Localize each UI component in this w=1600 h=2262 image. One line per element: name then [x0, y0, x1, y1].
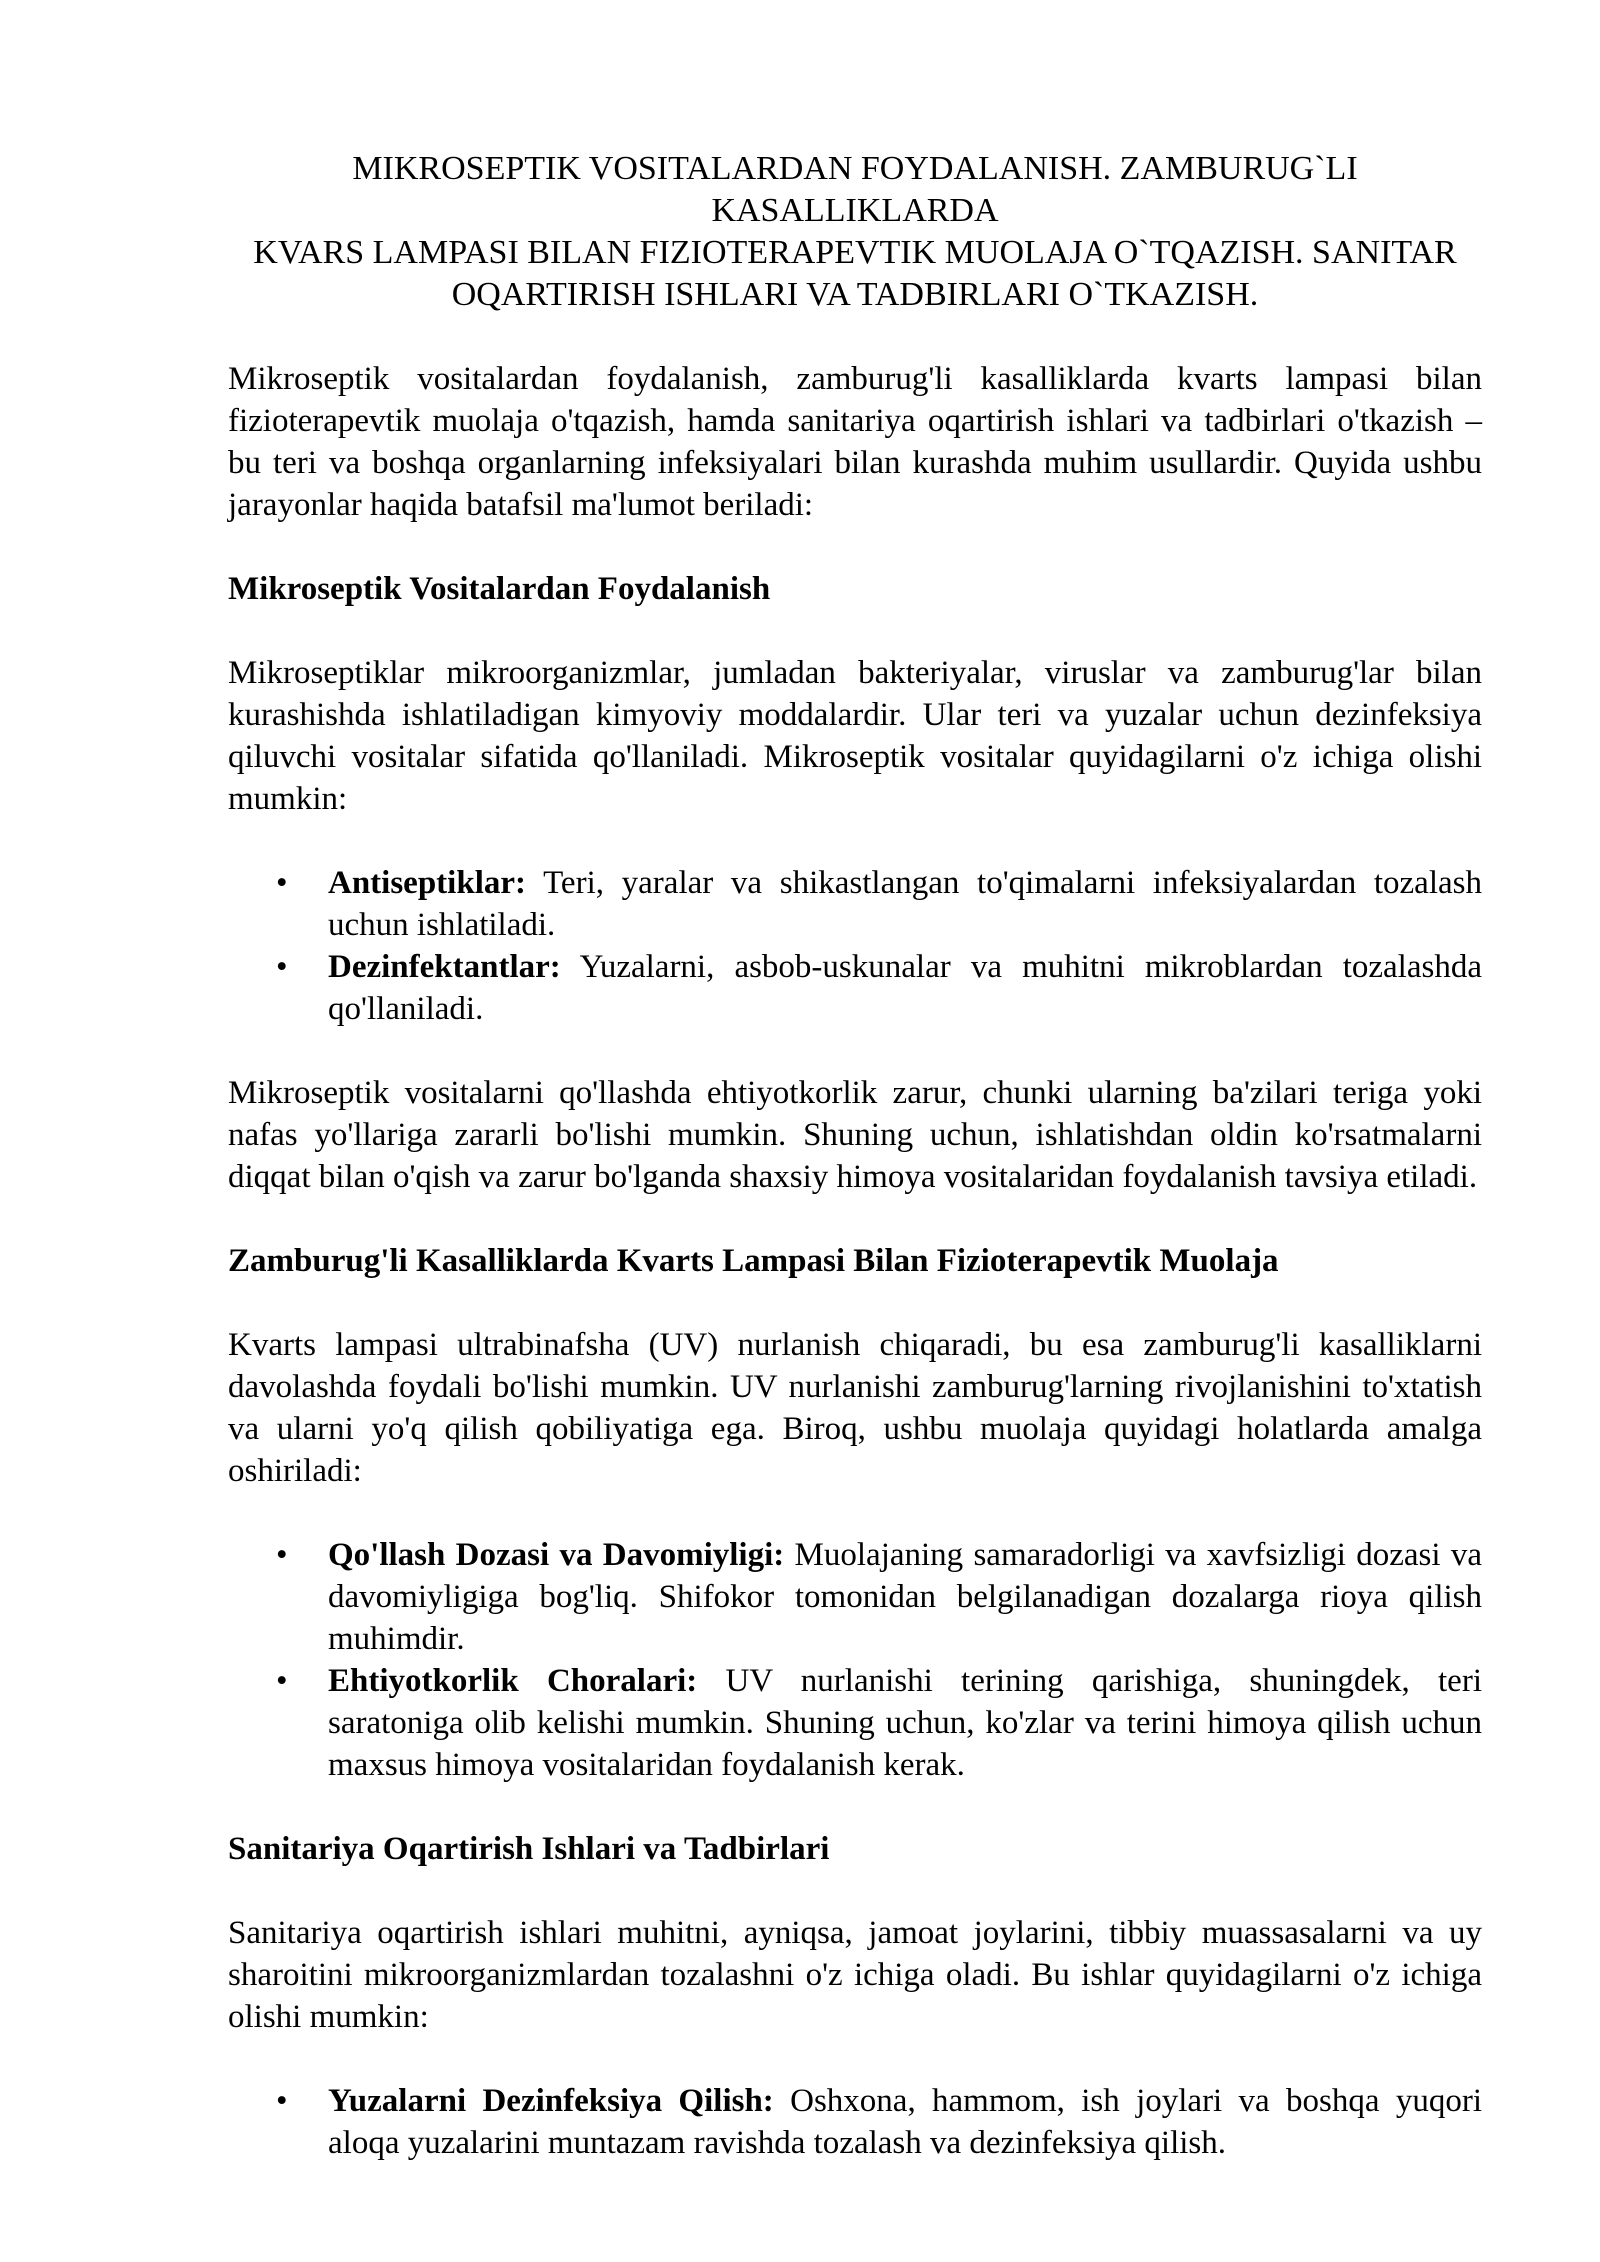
bullet-text: Yuzalarni, asbob-uskunalar va muhitni mikroblardan tozalashda qo'llaniladi.	[328, 949, 1482, 1027]
section-3-lead-paragraph: Sanitariya oqartirish ishlari muhitni, ayniqsa, jamoat joylarini, tibbiy muassasalarni va uy sharoitini mikroorganizmlardan tozalashni o'z ichiga oladi. Bu ishlar quyidagilarni o'z ichiga olishi mumkin:	[228, 1915, 1482, 2035]
bullet-label: Qo'llash Dozasi va Davomiyligi:	[328, 1537, 785, 1573]
bullet-label: Ehtiyotkorlik Choralari:	[328, 1663, 698, 1699]
section-2-bullet-list	[228, 1534, 1482, 1786]
intro-paragraph: Mikroseptik vositalardan foydalanish, zamburug'li kasalliklarda kvarts lampasi bilan fizioterapevtik muolaja o'tqazish, hamda sanitariya oqartirish ishlari va tadbirlari o'tkazish – bu teri va boshqa organlarning infeksiyalari bilan kurashda muhim usullardir. Quyida ushbu jarayonlar haqida batafsil ma'lumot beriladi:	[228, 361, 1482, 523]
list-item	[228, 946, 1482, 1030]
list-item	[228, 1660, 1482, 1786]
section-3-bullet-list	[228, 2080, 1482, 2164]
section-1-bullet-list	[228, 862, 1482, 1030]
list-item	[228, 862, 1482, 946]
bullet-text: Oshxona, hammom, ish joylari va boshqa yuqori aloqa yuzalarini muntazam ravishda tozalash va dezinfeksiya qilish.	[328, 2083, 1482, 2161]
list-item	[228, 2080, 1482, 2164]
bullet-text: Muolajaning samaradorligi va xavfsizligi dozasi va davomiyligiga bog'liq. Shifokor tomonidan belgilanadigan dozalarga rioya qilish muhimdir.	[328, 1537, 1482, 1657]
list-item	[228, 1534, 1482, 1660]
section-heading-kvarts-lampasi: Zamburug'li Kasalliklarda Kvarts Lampasi Bilan Fizioterapevtik Muolaja	[228, 1243, 1279, 1279]
section-1-lead-paragraph: Mikroseptiklar mikroorganizmlar, jumladan bakteriyalar, viruslar va zamburug'lar bilan kurashishda ishlatiladigan kimyoviy moddalardir. Ular teri va yuzalar uchun dezinfeksiya qiluvchi vositalar sifatida qo'llaniladi. Mikroseptik vositalar quyidagilarni o'z ichiga olishi mumkin:	[228, 655, 1482, 817]
bullet-label: Dezinfektantlar:	[328, 949, 561, 985]
bullet-label: Antiseptiklar:	[328, 865, 526, 901]
bullet-text: UV nurlanishi terining qarishiga, shuningdek, teri saratoniga olib kelishi mumkin. Shuning uchun, ko'zlar va terini himoya qilish uchun maxsus himoya vositalaridan foydalanish kerak.	[328, 1663, 1482, 1783]
bullet-label: Yuzalarni Dezinfeksiya Qilish:	[328, 2083, 774, 2119]
document-title	[228, 148, 1482, 316]
section-heading-mikroseptik: Mikroseptik Vositalardan Foydalanish	[228, 571, 771, 607]
section-2-lead-paragraph: Kvarts lampasi ultrabinafsha (UV) nurlanish chiqaradi, bu esa zamburug'li kasalliklarni davolashda foydali bo'lishi mumkin. UV nurlanishi zamburug'larning rivojlanishini to'xtatish va ularni yo'q qilish qobiliyatiga ega. Biroq, ushbu muolaja quyidagi holatlarda amalga oshiriladi:	[228, 1327, 1482, 1489]
title-line-2: KVARS LAMPASI BILAN FIZIOTERAPEVTIK MUOLAJA O`TQAZISH. SANITAR	[253, 234, 1457, 271]
title-line-1: MIKROSEPTIK VOSITALARDAN FOYDALANISH. ZAMBURUG`LI KASALLIKLARDA	[352, 150, 1358, 229]
title-line-3: OQARTIRISH ISHLARI VA TADBIRLARI O`TKAZISH.	[451, 276, 1259, 313]
section-1-closing-paragraph: Mikroseptik vositalarni qo'llashda ehtiyotkorlik zarur, chunki ularning ba'zilari teriga yoki nafas yo'llariga zararli bo'lishi mumkin. Shuning uchun, ishlatishdan oldin ko'rsatmalarni diqqat bilan o'qish va zarur bo'lganda shaxsiy himoya vositalaridan foydalanish tavsiya etiladi.	[228, 1075, 1482, 1195]
bullet-text: Teri, yaralar va shikastlangan to'qimalarni infeksiyalardan tozalash uchun ishlatiladi.	[328, 865, 1482, 943]
section-heading-sanitariya: Sanitariya Oqartirish Ishlari va Tadbirlari	[228, 1831, 830, 1867]
